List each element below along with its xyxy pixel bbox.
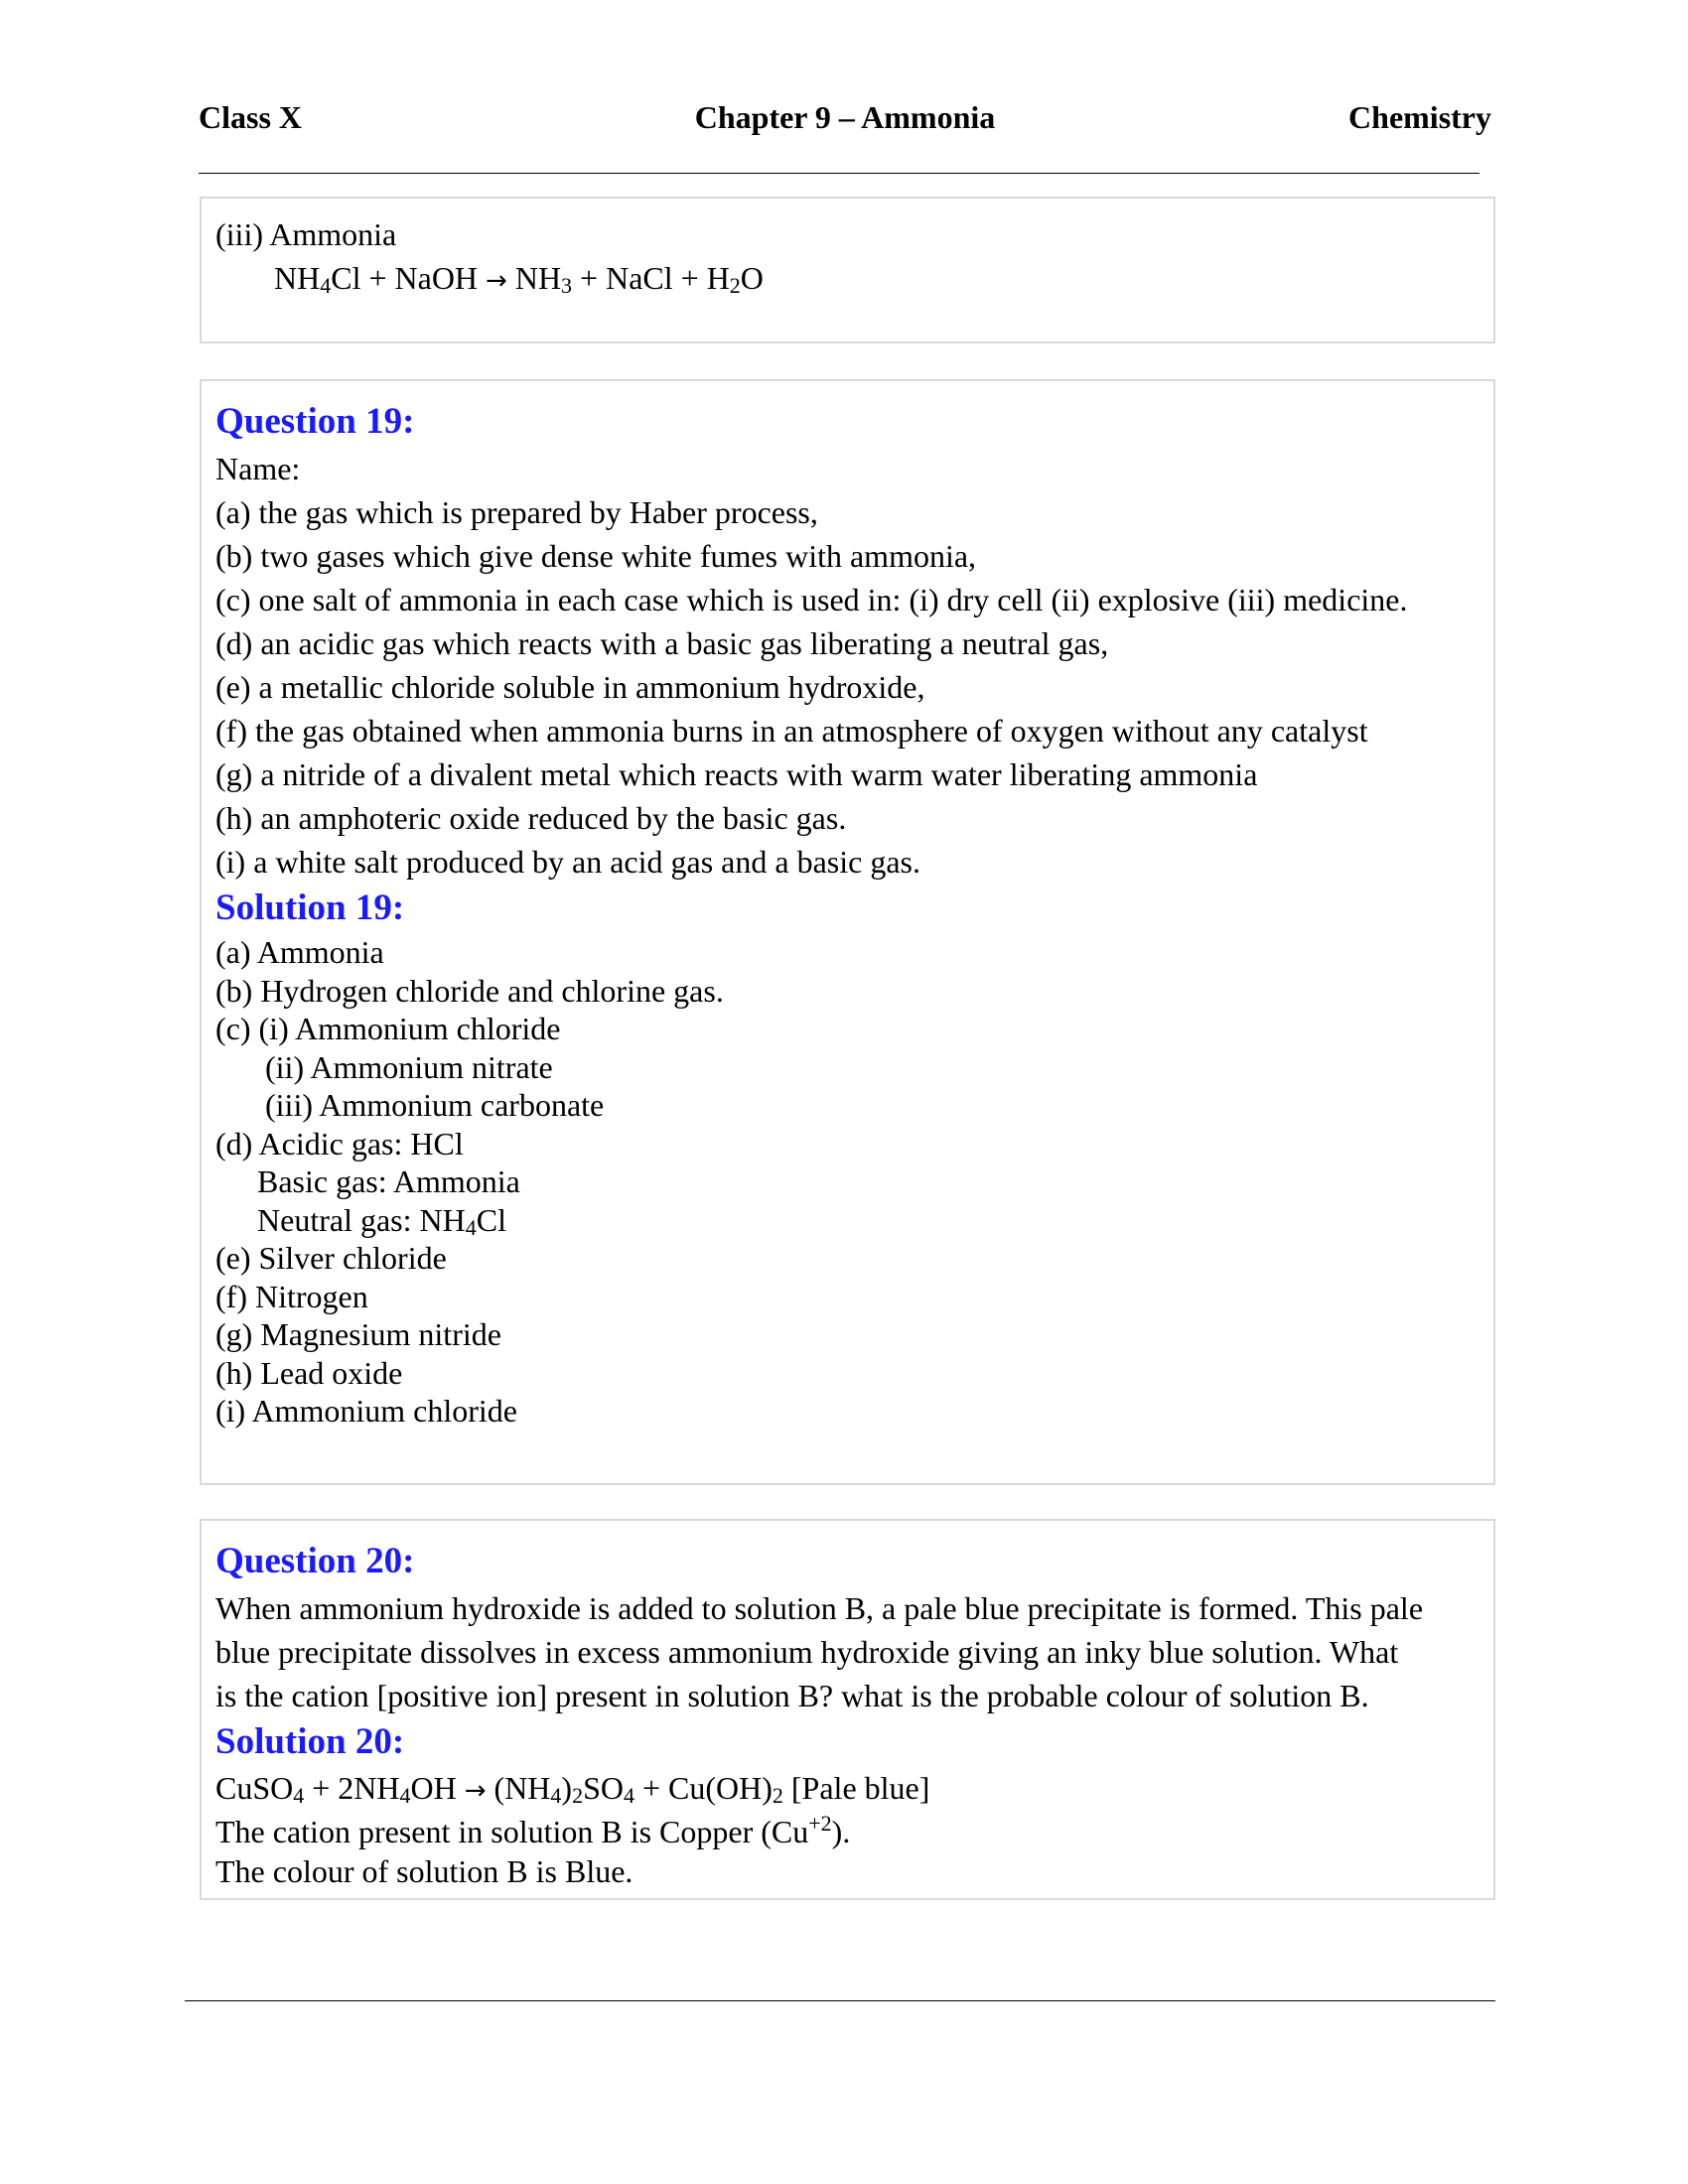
- question-20-box: [200, 1519, 1495, 1900]
- s19-answer: (b) Hydrogen chloride and chlorine gas.: [215, 972, 724, 1009]
- eq-part: NH: [506, 260, 562, 296]
- s19-answer: (d) Acidic gas: HCl: [215, 1125, 464, 1161]
- solution-20-title: Solution 20:: [215, 1721, 405, 1762]
- header-chapter: Chapter 9 – Ammonia: [694, 99, 996, 135]
- eq-subscript: 2: [729, 273, 741, 298]
- eq-part: O: [740, 260, 764, 296]
- eq-part: Cl: [476, 1201, 506, 1238]
- eq-subscript: 2: [572, 1783, 584, 1808]
- eq-part: CuSO: [215, 1770, 294, 1806]
- s19-answer: (f) Nitrogen: [215, 1278, 368, 1314]
- eq-part: The cation present in solution B is Copper (Cu: [215, 1814, 809, 1849]
- eq-part: ).: [831, 1814, 851, 1849]
- q19-item: (c) one salt of ammonia in each case which is used in: (i) dry cell (ii) explosive (iii) medicine.: [215, 582, 1408, 617]
- eq-subscript: 4: [399, 1783, 411, 1808]
- eq-subscript: 4: [320, 273, 332, 298]
- footer-divider: [185, 2000, 1495, 2001]
- s19-answer: (a) Ammonia: [215, 934, 384, 970]
- header-class: Class X: [199, 99, 303, 135]
- header-divider: [199, 173, 1479, 174]
- question-19-title: Question 19:: [215, 401, 415, 442]
- q19-item: (g) a nitride of a divalent metal which reacts with warm water liberating ammonia: [215, 756, 1258, 792]
- q19-item: (e) a metallic chloride soluble in ammonium hydroxide,: [215, 669, 925, 705]
- q19-item: (f) the gas obtained when ammonia burns in an atmosphere of oxygen without any catalyst: [215, 713, 1368, 749]
- box1-equation: [215, 256, 1479, 303]
- continuation-box: [200, 197, 1495, 343]
- q19-item: (b) two gases which give dense white fumes with ammonia,: [215, 538, 977, 574]
- eq-part: NH: [274, 260, 321, 296]
- eq-part: ): [561, 1770, 573, 1806]
- header-subject: Chemistry: [1348, 99, 1491, 135]
- box1-label: (iii) Ammonia: [215, 216, 397, 252]
- eq-subscript: 2: [772, 1783, 783, 1808]
- eq-subscript: 4: [465, 1214, 477, 1240]
- question-19-box: [200, 379, 1495, 1485]
- arrow-icon: →: [486, 266, 507, 296]
- q19-item: (d) an acidic gas which reacts with a basic gas liberating a neutral gas,: [215, 625, 1109, 661]
- s19-answer: (c) (i) Ammonium chloride: [215, 1011, 561, 1046]
- eq-part: (NH: [486, 1770, 551, 1806]
- s19-answer: (i) Ammonium chloride: [215, 1393, 517, 1429]
- s19-answer-neutral-gas: [215, 1201, 1479, 1240]
- eq-subscript: 3: [561, 273, 573, 298]
- eq-subscript: 4: [623, 1783, 634, 1808]
- q20-text-line: blue precipitate dissolves in excess ammonium hydroxide giving an inky blue solution. What: [215, 1634, 1399, 1670]
- s20-colour: The colour of solution B is Blue.: [215, 1853, 633, 1889]
- q20-text-line: is the cation [positive ion] present in solution B? what is the probable colour of solution B.: [215, 1678, 1369, 1713]
- s19-answer: (h) Lead oxide: [215, 1354, 403, 1391]
- solution-19-title: Solution 19:: [215, 887, 405, 928]
- q19-item: (a) the gas which is prepared by Haber process,: [215, 494, 818, 530]
- solution-19-body: [215, 933, 1479, 1431]
- s19-answer: Basic gas: Ammonia: [257, 1163, 520, 1199]
- eq-part: Neutral gas: NH: [257, 1201, 466, 1238]
- q20-text-line: When ammonium hydroxide is added to solution B, a pale blue precipitate is formed. This pale: [215, 1590, 1424, 1626]
- q19-intro: Name:: [215, 451, 301, 486]
- eq-superscript: +2: [808, 1811, 832, 1836]
- eq-part: + Cu(OH): [633, 1770, 773, 1806]
- s20-cation: [215, 1812, 1479, 1851]
- eq-part: OH: [410, 1770, 465, 1806]
- page-header: [199, 99, 1491, 144]
- s20-equation: [215, 1767, 1479, 1812]
- question-20-title: Question 20:: [215, 1541, 415, 1581]
- eq-subscript: 4: [550, 1783, 562, 1808]
- eq-part: SO: [583, 1770, 624, 1806]
- q19-item: (h) an amphoteric oxide reduced by the basic gas.: [215, 800, 847, 836]
- eq-subscript: 4: [293, 1783, 305, 1808]
- q19-item: (i) a white salt produced by an acid gas and a basic gas.: [215, 844, 920, 880]
- eq-part: Cl + NaOH: [331, 260, 487, 296]
- s19-answer: (ii) Ammonium nitrate: [265, 1048, 553, 1085]
- eq-part: + NaCl + H: [572, 260, 730, 296]
- s19-answer: (e) Silver chloride: [215, 1240, 447, 1276]
- eq-part: + 2NH: [304, 1770, 400, 1806]
- s19-answer: (iii) Ammonium carbonate: [265, 1087, 605, 1123]
- eq-part: [Pale blue]: [782, 1770, 930, 1806]
- arrow-icon: →: [464, 1776, 487, 1806]
- s19-answer: (g) Magnesium nitride: [215, 1316, 501, 1352]
